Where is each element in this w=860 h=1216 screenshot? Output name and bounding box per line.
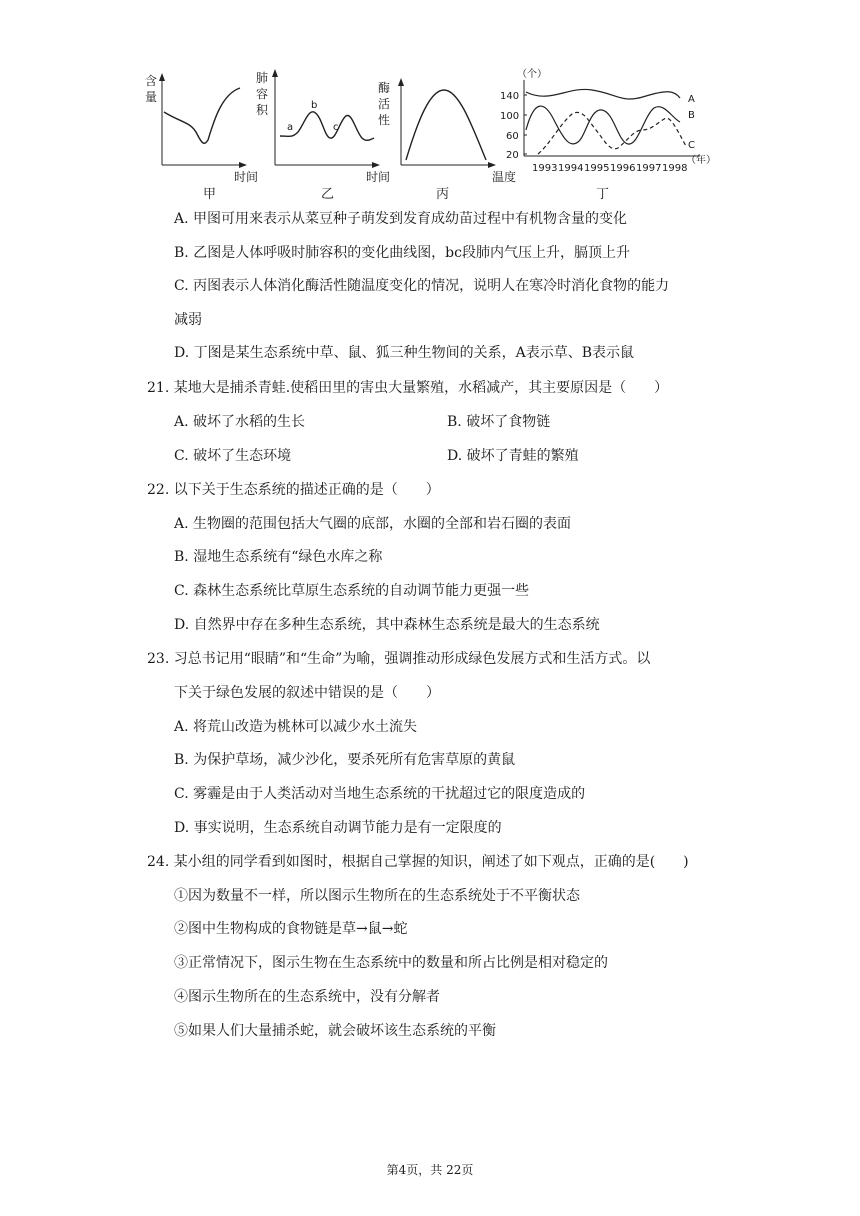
q22-option-a: A. 生物圈的范围包括大气圈的底部，水圈的全部和岩石圈的表面 — [174, 516, 572, 532]
graph-ding — [500, 67, 716, 202]
figure-svg — [140, 60, 730, 210]
yi-xlabel: 时间 — [366, 170, 391, 184]
ding-ytick-100: 100 — [500, 111, 520, 122]
q23-option-b: B. 为保护草场，减少沙化，要杀死所有危害草原的黄鼠 — [174, 752, 516, 768]
ding-xtick-1996: 1996 — [610, 163, 636, 174]
q20-option-c-cont: 减弱 — [174, 312, 202, 328]
ding-ytick-140: 140 — [500, 91, 520, 102]
ding-ytick-20: 20 — [506, 150, 519, 161]
ding-caption: 丁 — [596, 187, 610, 202]
q20-option-a: A. 甲图可用来表示从菜豆种子萌发到发育成幼苗过程中有机物含量的变化 — [174, 211, 628, 227]
ding-ytick-60: 60 — [506, 131, 519, 142]
yi-ylabel-2: 容 — [256, 87, 269, 101]
q24-statement-5: ⑤如果人们大量捕杀蛇，就会破坏该生态系统的平衡 — [174, 1023, 496, 1039]
bing-xlabel: 温度 — [492, 170, 517, 184]
jia-ylabel-1: 含 — [145, 74, 158, 88]
ding-xtick-1993: 1993 — [532, 163, 558, 174]
q21-option-c: C. 破坏了生态环境 — [174, 448, 292, 464]
ding-series-b: B — [688, 110, 695, 121]
jia-xlabel: 时间 — [234, 170, 259, 184]
graph-yi — [256, 69, 390, 202]
jia-caption: 甲 — [203, 187, 217, 202]
q23-option-a: A. 将荒山改造为桃林可以减少水土流失 — [174, 719, 418, 735]
q22-stem: 22. 以下关于生态系统的描述正确的是（ ） — [147, 482, 440, 498]
ding-series-c: C — [688, 140, 695, 151]
yi-ylabel-1: 肺 — [256, 71, 269, 85]
q23-option-d: D. 事实说明，生态系统自动调节能力是有一定限度的 — [174, 820, 502, 836]
yi-caption: 乙 — [321, 187, 335, 202]
yi-point-a: a — [287, 122, 294, 133]
graph-bing — [378, 78, 516, 202]
q22-option-b: B. 湿地生态系统有“绿色水库之称 — [174, 549, 383, 565]
q23-option-c: C. 雾霾是由于人类活动对当地生态系统的干扰超过它的限度造成的 — [174, 786, 586, 802]
ding-unit: （个） — [517, 69, 547, 80]
yi-ylabel-3: 积 — [256, 103, 269, 117]
bing-ylabel-1: 酶 — [378, 81, 391, 95]
ding-xtick-1997: 1997 — [636, 163, 662, 174]
q24-statement-1: ①因为数量不一样，所以图示生物所在的生态系统处于不平衡状态 — [174, 888, 580, 904]
bing-ylabel-2: 活 — [378, 97, 391, 111]
q21-option-a: A. 破坏了水稻的生长 — [174, 414, 306, 430]
jia-ylabel-2: 量 — [145, 90, 158, 104]
q20-option-b: B. 乙图是人体呼吸时肺容积的变化曲线图，bc段肺内气压上升，膈顶上升 — [174, 245, 630, 261]
yi-point-b: b — [311, 100, 318, 111]
q22-option-d: D. 自然界中存在多种生态系统，其中森林生态系统是最大的生态系统 — [174, 617, 600, 633]
ding-xunit: （年） — [686, 155, 716, 166]
q23-stem-line1: 23. 习总书记用“眼睛”和“生命”为喻，强调推动形成绿色发展方式和生活方式。以 — [147, 651, 651, 667]
bing-caption: 丙 — [436, 187, 450, 202]
q20-option-c: C. 丙图表示人体消化酶活性随温度变化的情况，说明人在寒冷时消化食物的能力 — [174, 278, 670, 294]
page-footer: 第4页，共 22页 — [386, 1163, 474, 1177]
q21-option-b: B. 破坏了食物链 — [447, 414, 551, 430]
q24-statement-4: ④图示生物所在的生态系统中，没有分解者 — [174, 989, 440, 1005]
yi-point-c: c — [333, 122, 339, 133]
ding-xtick-1994: 1994 — [558, 163, 584, 174]
q24-statement-2: ②图中生物构成的食物链是草→鼠→蛇 — [174, 921, 408, 937]
q24-stem: 24. 某小组的同学看到如图时，根据自己掌握的知识，阐述了如下观点，正确的是( ) — [147, 854, 689, 870]
q20-option-d: D. 丁图是某生态系统中草、鼠、狐三种生物间的关系，A表示草、B表示鼠 — [174, 345, 635, 361]
bing-ylabel-3: 性 — [378, 113, 391, 127]
figure-strip — [140, 60, 730, 210]
graph-jia — [145, 73, 258, 202]
ding-xtick-1998: 1998 — [662, 163, 688, 174]
q24-statement-3: ③正常情况下，图示生物在生态系统中的数量和所占比例是相对稳定的 — [174, 955, 608, 971]
q21-stem: 21. 某地大是捕杀青蛙.使稻田里的害虫大量繁殖，水稻减产，其主要原因是（ ） — [147, 380, 669, 396]
q23-stem-line2: 下关于绿色发展的叙述中错误的是（ ） — [174, 685, 440, 701]
q21-option-d: D. 破坏了青蛙的繁殖 — [447, 448, 579, 464]
ding-series-a: A — [688, 94, 695, 105]
q22-option-c: C. 森林生态系统比草原生态系统的自动调节能力更强一些 — [174, 583, 530, 599]
ding-xtick-1995: 1995 — [584, 163, 610, 174]
